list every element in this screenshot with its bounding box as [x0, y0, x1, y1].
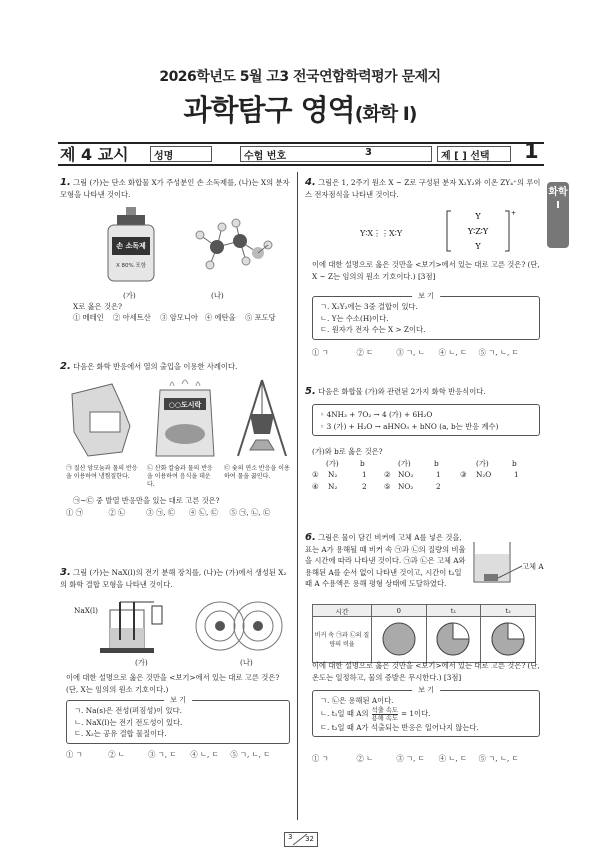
- q5-equations: ◦ 4NH₃ + 7O₂ → 4 (가) + 6H₂O ◦ 3 (가) + H₂O → aHNO₃ + bNO (a, b는 반응 계수): [312, 404, 540, 436]
- choice[interactable]: ② ㄷ: [356, 348, 374, 357]
- q2-ask: ㉠~㉢ 중 발열 반응만을 있는 대로 고른 것은?: [73, 496, 220, 505]
- ratio-pie-0: [379, 619, 419, 659]
- choice[interactable]: ⑤ 포도당: [244, 313, 276, 322]
- side-tab: 화학 I: [547, 182, 569, 248]
- choice[interactable]: ② ㉡: [108, 508, 126, 517]
- page-number: 1: [524, 139, 539, 163]
- selection-field[interactable]: 제 [ ] 선택: [437, 146, 511, 162]
- choice-row[interactable]: ① N₂ 1 ② NO₂ 1 ③ N₂O 1: [312, 470, 519, 479]
- q1-figure: [100, 205, 280, 295]
- choice[interactable]: ⑤ ㉠, ㉡, ㉢: [229, 508, 271, 517]
- q4-ask: 이에 대한 설명으로 옳은 것만을 <보기>에서 있는 대로 고른 것은? (단, X ~ Z는 임의의 원소 기호이다.) [3점]: [312, 260, 540, 281]
- choice[interactable]: ② 아세트산: [113, 313, 151, 322]
- q6-choices: [312, 754, 519, 764]
- q2-caption-3: ㉢ 숯의 연소 반응을 이용하여 물을 끓인다.: [224, 465, 290, 480]
- ratio-pie-t1: [433, 619, 473, 659]
- choice[interactable]: ① ㄱ: [312, 754, 329, 763]
- question-3-text: 3. 그림 (가)는 NaX(l)의 전기 분해 장치를, (나)는 (가)에서 생성된 X₂의 화학 결합 모형을 나타낸 것이다.: [60, 567, 287, 589]
- choice-row[interactable]: ④ N₂ 2 ⑤ NO₂ 2: [312, 482, 441, 491]
- lewis-structure-1: Y∶X⋮⋮X∶Y: [360, 229, 403, 238]
- q2-caption-1: ㉠ 질산 암모늄과 물의 반응을 이용하여 냉찜질한다.: [66, 465, 138, 480]
- choice[interactable]: ① ㄱ: [312, 348, 329, 357]
- bottle-label: 손 소독제: [116, 242, 146, 250]
- question-6-text: 6. 그림은 물이 담긴 비커에 고체 A를 넣은 것을, 표는 A가 용해될 때 비커 속 ㉠과 ㉡의 질량의 비율을 시간에 따라 나타낸 것이다. ㉠과 ㉡은 고체 A와 용해된 A를 순서 없이 나타낸 것이고, 시간이 t₂일 때 A 수용액은 용해 평형 상태에 도달하였다.: [305, 532, 466, 588]
- question-4-text: 4. 그림은 1, 2주기 원소 X ~ Z로 구성된 분자 X₂Y₂와 이온 ZY₄⁺의 루이스 전자점식을 나타낸 것이다.: [305, 177, 541, 199]
- ratio-pie-t2: [488, 619, 528, 659]
- svg-text:Y: Y: [475, 242, 481, 251]
- q2-figure: [60, 376, 295, 466]
- choice[interactable]: ③ ㉠, ㉢: [146, 508, 176, 517]
- choice[interactable]: ① ㉠: [66, 508, 83, 517]
- question-2-text: 2. 다음은 화학 반응에서 열의 출입을 이용한 사례이다.: [60, 361, 238, 372]
- choice[interactable]: ④ 에탄올: [204, 313, 236, 322]
- choice[interactable]: ① ㄱ: [66, 750, 83, 759]
- bottle-sub-label: X 80% 포함: [115, 263, 147, 269]
- q6-table: 시간 0 t₁ t₂ 비커 속 ㉠과 ㉡의 질량의 비율: [312, 604, 536, 663]
- q5-choices: (가) b (가) b (가) b ① N₂ 1 ② NO₂ 1 ③ N₂O 1 ④ N₂ 2 ⑤ NO₂ 2: [312, 459, 532, 494]
- question-1-text: 1. 그림 (가)는 단소 화합물 X가 주성분인 손 소독제를, (나)는 X의 분자 모형을 나타낸 것이다.: [60, 177, 290, 199]
- choice[interactable]: ② ㄴ: [356, 754, 374, 763]
- exam-header: 2026학년도 5월 고3 전국연합학력평가 문제지: [159, 69, 441, 85]
- page-footer: 3 32: [284, 832, 318, 847]
- choice[interactable]: ③ 암모니아: [160, 313, 198, 322]
- q3-bogi: 보 기 ㄱ. Na(s)은 전성(펴짐성)이 있다. ㄴ. NaX(l)는 전기 전도성이 있다. ㄷ. X₂는 공유 결합 물질이다.: [66, 700, 290, 744]
- lunchbox-label: ○○도시락: [168, 401, 202, 409]
- choice[interactable]: ③ ㄱ, ㄷ: [396, 754, 425, 763]
- q5-ask: (가)와 b로 옳은 것은?: [312, 447, 383, 456]
- svg-text:Y: Y: [475, 212, 481, 221]
- exam-title: 과학탐구 영역(화학 I): [183, 93, 417, 127]
- choice[interactable]: ① 메테인: [73, 313, 104, 322]
- choice[interactable]: ③ ㄱ, ㄴ: [396, 348, 425, 357]
- exam-number-field[interactable]: 수험 번호 3: [240, 146, 432, 162]
- q3-ask: 이에 대한 설명으로 옳은 것만을 <보기>에서 있는 대로 고른 것은? (단, X는 임의의 원소 기호이다.): [66, 673, 280, 694]
- choice[interactable]: ⑤ ㄱ, ㄴ, ㄷ: [478, 754, 519, 763]
- svg-text:Y∶Z∶Y: Y∶Z∶Y: [467, 227, 489, 236]
- name-field[interactable]: 성명: [150, 146, 212, 162]
- solid-a-label: 고체 A: [522, 562, 544, 571]
- choice[interactable]: ⑤ ㄱ, ㄴ, ㄷ: [230, 750, 271, 759]
- choice[interactable]: ② ㄴ: [108, 750, 125, 759]
- choice[interactable]: ④ ㄴ, ㄷ: [190, 750, 219, 759]
- q6-bogi: 보 기 ㄱ. ㉡은 용해된 A이다. ㄴ. t₁일 때 A의 석출 속도 용해 속도 = 1이다. ㄷ. t₂일 때 A가 석출되는 반응은 일어나지 않는다.: [312, 690, 540, 737]
- q3-label-a: (가): [135, 658, 148, 667]
- choice[interactable]: ④ ㄴ, ㄷ: [438, 348, 468, 357]
- choice[interactable]: ④ ㉡, ㉢: [189, 508, 218, 517]
- q2-caption-2: ㉡ 산화 칼슘과 물의 반응을 이용하여 음식을 데운다.: [147, 465, 213, 488]
- q3-label-b: (나): [240, 658, 253, 667]
- q3-figure: [90, 598, 290, 658]
- q2-choices: [66, 508, 270, 518]
- choice[interactable]: ④ ㄴ, ㄷ: [438, 754, 468, 763]
- q4-choices: [312, 348, 519, 358]
- nax-label: NaX(l): [74, 606, 98, 615]
- lewis-structure-2: [445, 205, 515, 255]
- q1-label-a: (가): [123, 291, 136, 300]
- question-5-text: 5. 다음은 화합물 (가)와 관련된 2가지 화학 반응식이다.: [305, 386, 486, 397]
- choice[interactable]: ⑤ ㄱ, ㄴ, ㄷ: [478, 348, 519, 357]
- q4-bogi: 보 기 ㄱ. X₂Y₂에는 3중 결합이 있다. ㄴ. Y는 수소(H)이다. ㄷ. 원자가 전자 수는 X > Z이다.: [312, 296, 540, 340]
- q1-label-b: (나): [211, 291, 224, 300]
- session-label: 제 4 교시: [60, 145, 129, 164]
- q1-choices: [73, 313, 276, 323]
- column-divider: [297, 172, 298, 820]
- choice[interactable]: ③ ㄱ, ㄷ: [148, 750, 177, 759]
- q3-choices: [66, 750, 270, 760]
- svg-text:+: +: [511, 210, 517, 217]
- q6-ask: 이에 대한 설명으로 옳은 것만을 <보기>에서 있는 대로 고른 것은? (단, 온도는 일정하고, 물의 증발은 무시한다.) [3점]: [312, 661, 540, 682]
- q1-ask: X로 옳은 것은?: [73, 302, 122, 311]
